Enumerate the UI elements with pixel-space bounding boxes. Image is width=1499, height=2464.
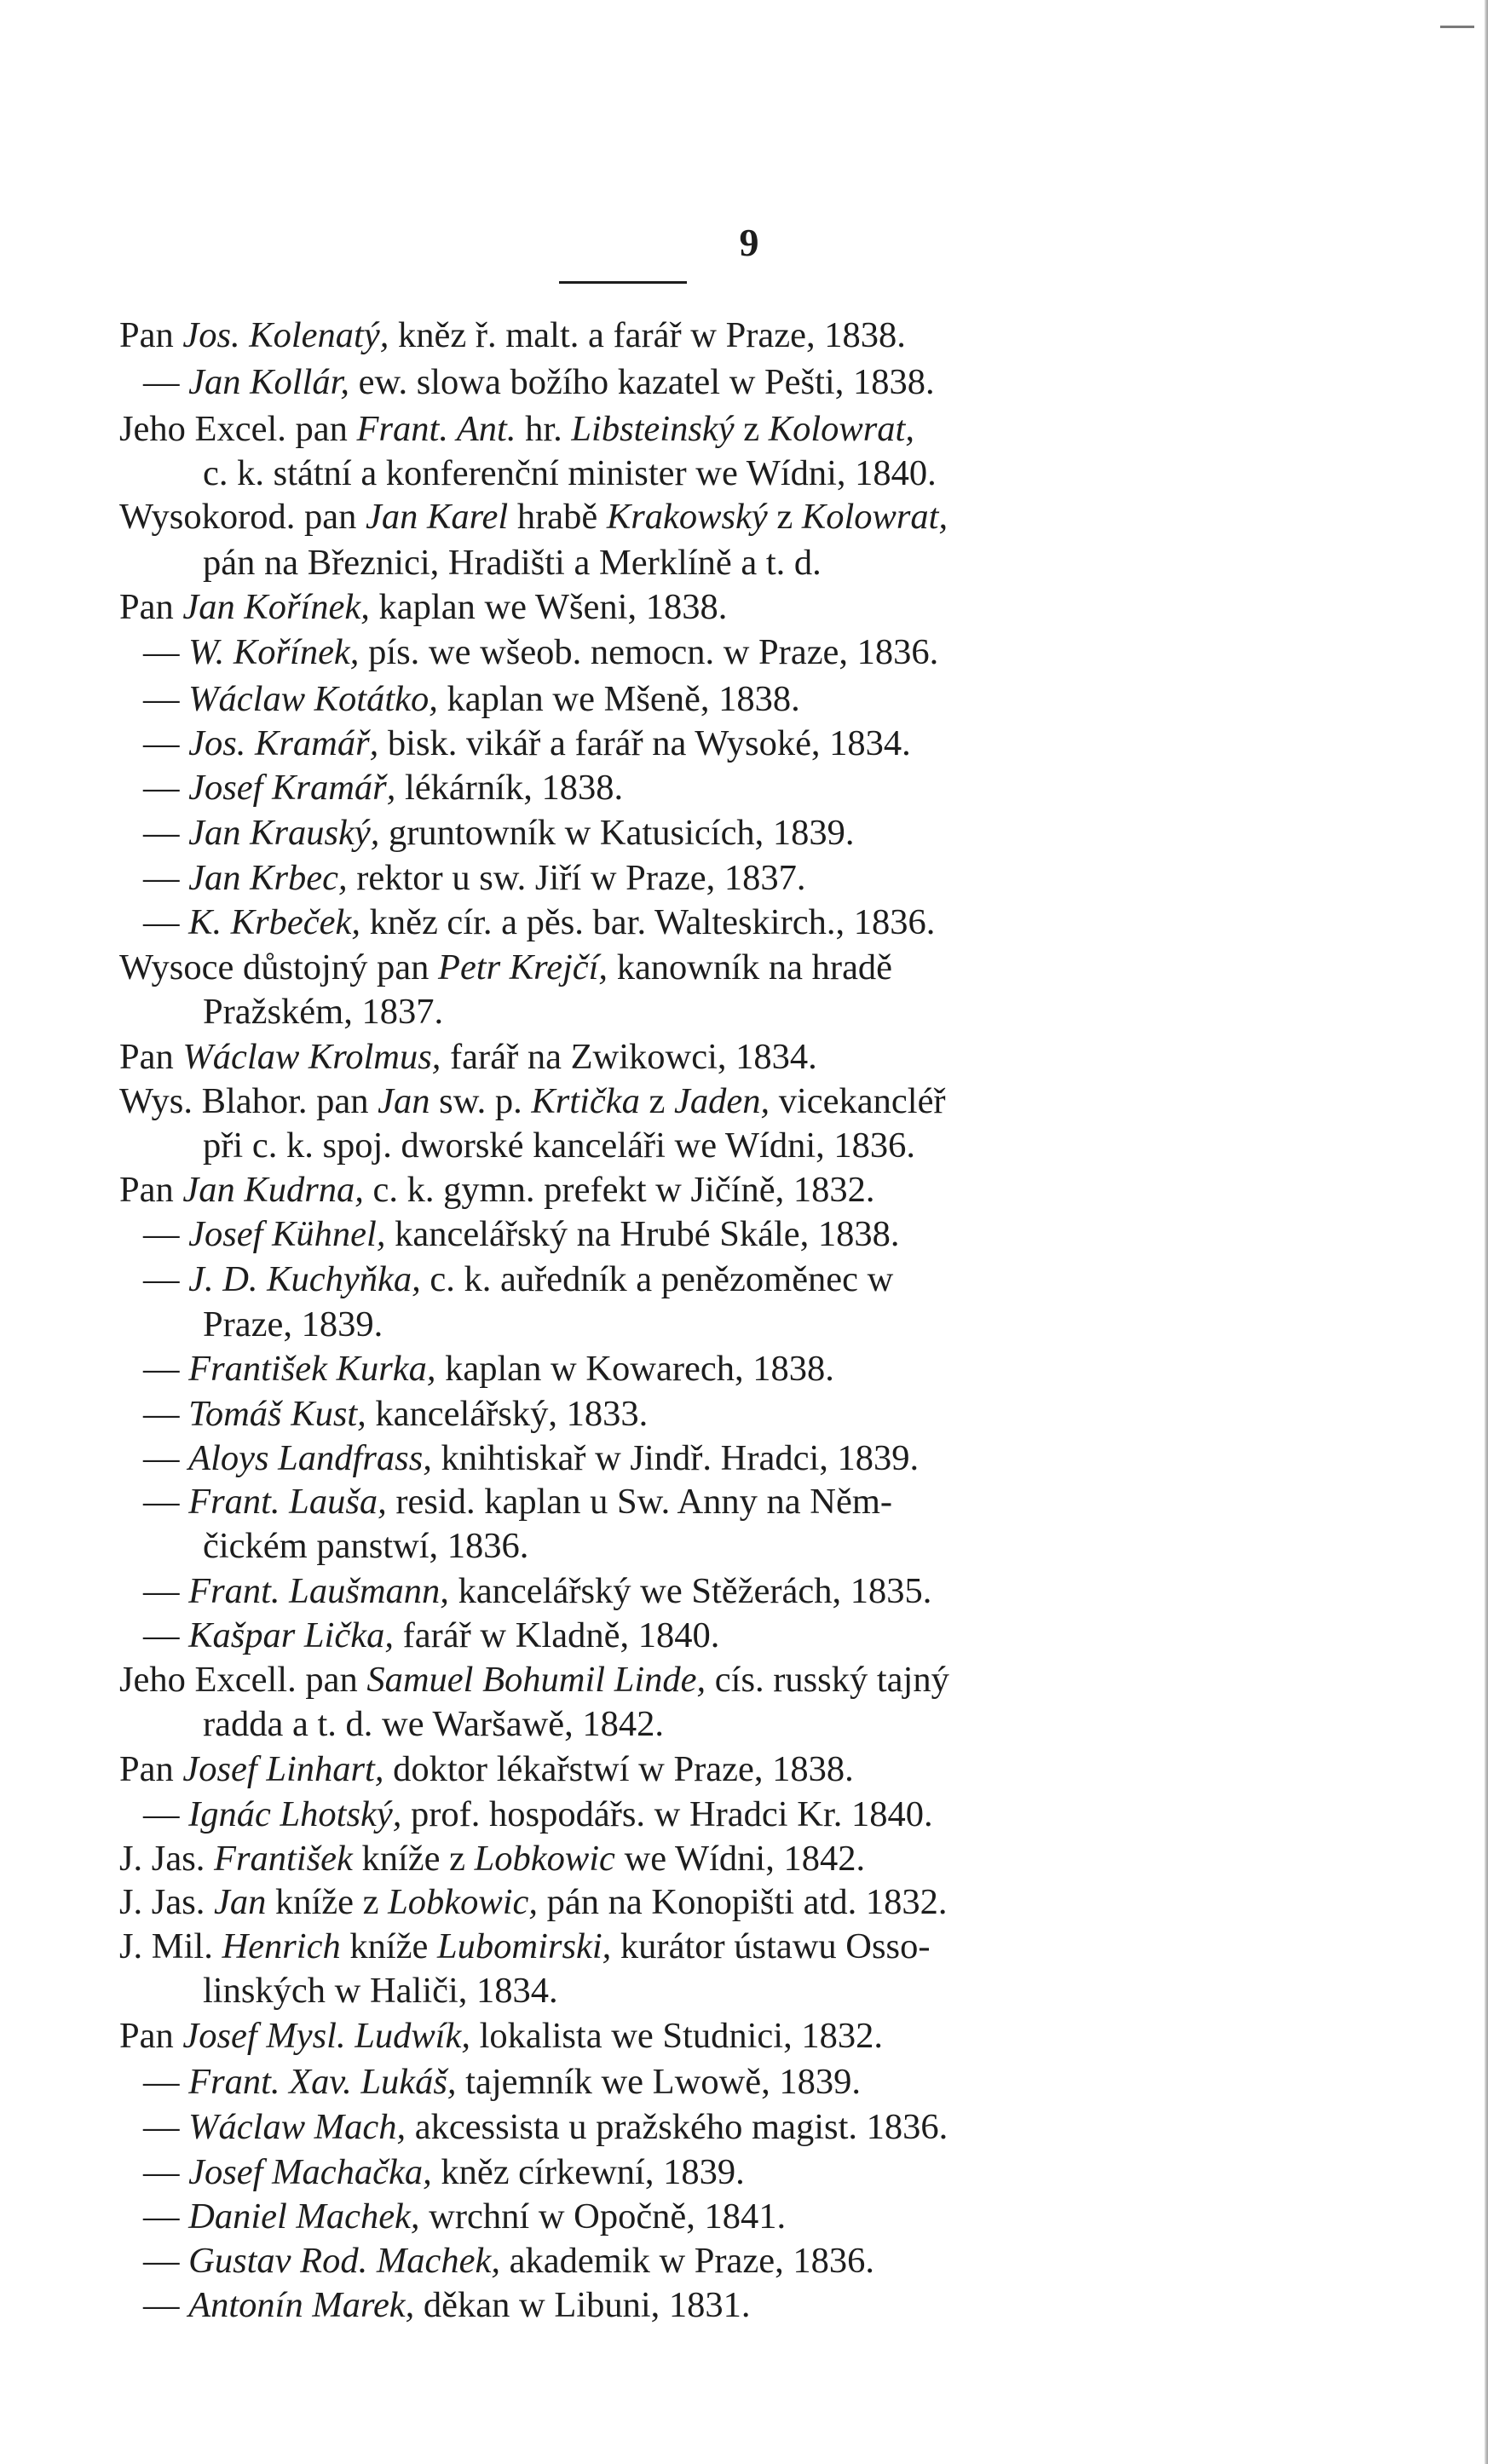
entry-text: resid. kaplan u Sw. Anny na Něm- bbox=[386, 1482, 893, 1522]
entry-text: sw. p. bbox=[430, 1081, 532, 1121]
entry-text: Wysokorod. pan bbox=[119, 497, 366, 537]
person-name: Krakowský bbox=[606, 497, 768, 537]
entry-text: ew. slowa božího kazatel w Pešti, 1838. bbox=[349, 362, 935, 402]
entry-text: wrchní w Opočně, 1841. bbox=[419, 2196, 787, 2237]
entry-text: kaplan w Kowarech, 1838. bbox=[435, 1349, 834, 1389]
entry-line bbox=[143, 2239, 1213, 2283]
entry-line bbox=[143, 1793, 1213, 1837]
person-name: Josef Mysl. Ludwík, bbox=[182, 2016, 470, 2056]
person-name: Jos. Kolenatý, bbox=[182, 315, 389, 355]
person-name: Jan Kudrna, bbox=[182, 1170, 364, 1210]
person-name: Jan bbox=[378, 1081, 430, 1121]
entry-line bbox=[119, 407, 1189, 452]
entry-continuation bbox=[203, 1524, 1272, 1569]
person-name: Frant. Xav. Lukáš, bbox=[188, 2062, 457, 2102]
entry-continuation bbox=[203, 990, 1272, 1034]
person-name: František Kurka, bbox=[188, 1349, 436, 1389]
page-edge-mark bbox=[1440, 26, 1474, 28]
entry-line bbox=[119, 1925, 1189, 1969]
entry-continuation bbox=[203, 1303, 1272, 1347]
person-name: Tomáš Kust, bbox=[188, 1394, 366, 1434]
entry-text: kníže z bbox=[266, 1882, 389, 1922]
entry-text: J. Jas. bbox=[119, 1839, 214, 1879]
entry-text: — bbox=[143, 1438, 189, 1478]
entry-text: — bbox=[143, 902, 189, 942]
entry-text: — bbox=[143, 813, 189, 853]
entry-text: děkan w Libuni, 1831. bbox=[414, 2285, 751, 2325]
entry-text: Pan bbox=[119, 1749, 183, 1789]
entry-text: Pan bbox=[119, 587, 183, 627]
entry-text: linských w Haliči, 1834. bbox=[203, 1971, 558, 2011]
person-name: Jan Kollár, bbox=[188, 362, 350, 402]
person-name: J. D. Kuchyňka, bbox=[188, 1259, 421, 1299]
person-name: Jaden, bbox=[674, 1081, 770, 1121]
person-name: Jan bbox=[213, 1882, 267, 1922]
person-name: Henrich bbox=[222, 1926, 341, 1966]
entry-text: kaplan we Wšeni, 1838. bbox=[369, 587, 728, 627]
person-name: Ignác Lhotský, bbox=[188, 1794, 402, 1834]
person-name: Jan Krbec, bbox=[188, 858, 348, 898]
entry-line bbox=[143, 2150, 1213, 2195]
entry-text: kancelářský na Hrubé Skále, 1838. bbox=[385, 1214, 900, 1254]
entry-text: Pražském, 1837. bbox=[203, 992, 444, 1032]
entry-line bbox=[143, 1392, 1213, 1436]
entry-text: kurátor ústawu Osso- bbox=[611, 1926, 931, 1966]
entry-text: Jeho Excel. pan bbox=[119, 409, 357, 449]
entry-line bbox=[143, 2283, 1213, 2328]
entry-text: — bbox=[143, 2196, 189, 2237]
page-edge bbox=[1485, 0, 1488, 2464]
entry-text: J. Mil. bbox=[119, 1926, 222, 1966]
person-name: Lobkowic bbox=[474, 1839, 615, 1879]
entry-text: — bbox=[143, 1394, 189, 1434]
person-name: Libsteinský bbox=[571, 409, 735, 449]
entry-text: akademik w Praze, 1836. bbox=[499, 2241, 875, 2281]
person-name: Wáclaw Kotátko, bbox=[188, 679, 438, 719]
entry-text: c. k. gymn. prefekt w Jičíně, 1832. bbox=[363, 1170, 875, 1210]
entry-text: knihtiskař w Jindř. Hradci, 1839. bbox=[431, 1438, 920, 1478]
entry-line bbox=[119, 946, 1189, 990]
entry-line bbox=[119, 1079, 1189, 1124]
entry-text: kanowník na hradě bbox=[608, 947, 893, 987]
entry-text: vicekancléř bbox=[770, 1081, 946, 1121]
entry-text: — bbox=[143, 2152, 189, 2192]
person-name: Lubomirski, bbox=[437, 1926, 612, 1966]
entry-continuation bbox=[203, 1124, 1272, 1168]
entry-line bbox=[119, 1658, 1189, 1702]
person-name: Josef Machačka, bbox=[188, 2152, 432, 2192]
entry-text: akcessista u pražského magist. 1836. bbox=[406, 2107, 948, 2147]
entry-text: — bbox=[143, 768, 189, 808]
entry-text: — bbox=[143, 1259, 189, 1299]
entry-text: — bbox=[143, 2107, 189, 2147]
entry-line bbox=[119, 1035, 1189, 1079]
entry-line bbox=[143, 360, 1213, 405]
person-name: Samuel Bohumil Linde, bbox=[366, 1660, 706, 1700]
entry-line bbox=[143, 1436, 1213, 1481]
entry-text: z bbox=[734, 409, 769, 449]
entry-text: bisk. vikář a farář na Wysoké, 1834. bbox=[378, 723, 911, 763]
entry-text: kníže z bbox=[352, 1839, 475, 1879]
person-name: Kolowrat, bbox=[768, 409, 914, 449]
person-name: Antonín Marek, bbox=[188, 2285, 415, 2325]
person-name: Jan Kořínek, bbox=[182, 587, 370, 627]
entry-continuation bbox=[203, 1969, 1272, 2013]
entry-line bbox=[119, 585, 1189, 630]
entry-continuation bbox=[203, 541, 1272, 585]
entry-text: pís. we wšeob. nemocn. w Praze, 1836. bbox=[359, 632, 939, 672]
entry-text: radda a t. d. we Waršawě, 1842. bbox=[203, 1704, 665, 1744]
entry-text: Pan bbox=[119, 315, 183, 355]
entry-text: — bbox=[143, 632, 189, 672]
entry-line bbox=[143, 901, 1213, 945]
entry-text: kníže bbox=[340, 1926, 438, 1966]
entry-text: Pan bbox=[119, 1170, 183, 1210]
entry-line bbox=[143, 1480, 1213, 1524]
entry-text: — bbox=[143, 2062, 189, 2102]
person-name: Jan Krauský, bbox=[188, 813, 380, 853]
entry-text: z bbox=[767, 497, 802, 537]
person-name: Daniel Machek, bbox=[188, 2196, 420, 2237]
person-name: K. Krbeček, bbox=[188, 902, 360, 942]
entry-line bbox=[143, 2195, 1213, 2239]
person-name: Josef Kühnel, bbox=[188, 1214, 386, 1254]
entry-line bbox=[143, 2105, 1213, 2150]
person-name: Petr Krejčí, bbox=[437, 947, 608, 987]
entry-text: — bbox=[143, 858, 189, 898]
entry-text: — bbox=[143, 1482, 189, 1522]
entry-text: kněz církewní, 1839. bbox=[431, 2152, 745, 2192]
entry-text: Wysoce důstojný pan bbox=[119, 947, 438, 987]
entry-text: — bbox=[143, 1794, 189, 1834]
person-name: Wáclaw Mach, bbox=[188, 2107, 406, 2147]
entry-text: farář w Kladně, 1840. bbox=[393, 1615, 720, 1655]
entry-text: pán na Konopišti atd. 1832. bbox=[538, 1882, 948, 1922]
entry-text: — bbox=[143, 2285, 189, 2325]
entry-text: farář na Zwikowci, 1834. bbox=[441, 1037, 817, 1077]
page-number: 9 bbox=[739, 221, 760, 264]
entry-text: — bbox=[143, 1349, 189, 1389]
person-name: W. Kořínek, bbox=[188, 632, 360, 672]
header-rule bbox=[559, 281, 687, 284]
person-name: Kašpar Lička, bbox=[188, 1615, 394, 1655]
entry-text: kancelářský we Stěžerách, 1835. bbox=[448, 1571, 932, 1611]
entry-line bbox=[119, 1880, 1189, 1925]
entry-line bbox=[143, 2060, 1213, 2104]
entry-line bbox=[143, 766, 1213, 810]
entry-text: při c. k. spoj. dworské kanceláři we Wídni, 1836. bbox=[203, 1125, 916, 1166]
entry-text: Jeho Excell. pan bbox=[119, 1660, 367, 1700]
entry-text: — bbox=[143, 723, 189, 763]
person-name: František bbox=[213, 1839, 353, 1879]
entry-text: — bbox=[143, 679, 189, 719]
entry-line bbox=[143, 630, 1213, 675]
person-name: Lobkowic, bbox=[388, 1882, 539, 1922]
person-name: Krtička bbox=[531, 1081, 640, 1121]
entry-text: — bbox=[143, 1615, 189, 1655]
entry-line bbox=[143, 722, 1213, 766]
entry-text: Pan bbox=[119, 2016, 183, 2056]
entry-text: lokalista we Studnici, 1832. bbox=[470, 2016, 883, 2056]
entry-text: Pan bbox=[119, 1037, 183, 1077]
entry-text: J. Jas. bbox=[119, 1882, 214, 1922]
entry-text: cís. russký tajný bbox=[706, 1660, 949, 1700]
entry-text: tajemník we Lwowě, 1839. bbox=[456, 2062, 862, 2102]
entry-text: c. k. auředník a penězoměnec w bbox=[420, 1259, 894, 1299]
entry-text: lékárník, 1838. bbox=[395, 768, 624, 808]
person-name: Kolowrat, bbox=[801, 497, 948, 537]
person-name: Frant. Laušmann, bbox=[188, 1571, 449, 1611]
entry-text: z bbox=[639, 1081, 675, 1121]
entry-line bbox=[143, 1347, 1213, 1391]
entry-text: — bbox=[143, 1571, 189, 1611]
entry-line bbox=[119, 495, 1189, 539]
person-name: Josef Kramář, bbox=[188, 768, 396, 808]
entry-text: Praze, 1839. bbox=[203, 1304, 383, 1344]
entry-continuation bbox=[203, 452, 1272, 496]
entry-text: doktor lékařstwí w Praze, 1838. bbox=[383, 1749, 854, 1789]
entry-line bbox=[143, 1569, 1213, 1614]
person-name: Frant. Lauša, bbox=[188, 1482, 387, 1522]
entry-text: kaplan we Mšeně, 1838. bbox=[437, 679, 800, 719]
entry-line bbox=[143, 1614, 1213, 1658]
entry-line bbox=[119, 2014, 1189, 2058]
entry-text: gruntowník w Katusicích, 1839. bbox=[379, 813, 855, 853]
entry-line bbox=[143, 677, 1213, 722]
person-name: Josef Linhart, bbox=[182, 1749, 384, 1789]
entry-text: rektor u sw. Jiří w Praze, 1837. bbox=[347, 858, 806, 898]
entry-line bbox=[143, 1258, 1213, 1302]
entry-line bbox=[119, 1837, 1189, 1881]
entry-line bbox=[143, 811, 1213, 855]
entry-text: kněz ř. malt. a farář w Praze, 1838. bbox=[389, 315, 906, 355]
entry-line bbox=[119, 1168, 1189, 1212]
entry-text: kancelářský, 1833. bbox=[366, 1394, 649, 1434]
entry-text: we Wídni, 1842. bbox=[614, 1839, 866, 1879]
entry-line bbox=[143, 856, 1213, 901]
person-name: Jan Karel bbox=[366, 497, 509, 537]
entry-text: c. k. státní a konferenční minister we Wídni, 1840. bbox=[203, 453, 937, 493]
entry-line bbox=[119, 1747, 1189, 1792]
entry-text: — bbox=[143, 362, 189, 402]
entry-text: — bbox=[143, 1214, 189, 1254]
person-name: Aloys Landfrass, bbox=[188, 1438, 432, 1478]
entry-text: čickém panstwí, 1836. bbox=[203, 1526, 529, 1566]
entry-continuation bbox=[203, 1702, 1272, 1747]
entry-line bbox=[143, 1212, 1213, 1257]
entry-text: pán na Březnici, Hradišti a Merklíně a t. d. bbox=[203, 543, 822, 583]
entry-text: hrabě bbox=[508, 497, 607, 537]
person-name: Wáclaw Krolmus, bbox=[182, 1037, 441, 1077]
entry-text: Wys. Blahor. pan bbox=[119, 1081, 378, 1121]
entry-text: — bbox=[143, 2241, 189, 2281]
entry-line bbox=[119, 314, 1189, 358]
entry-text: prof. hospodářs. w Hradci Kr. 1840. bbox=[401, 1794, 933, 1834]
person-name: Frant. Ant. bbox=[356, 409, 516, 449]
entry-text: hr. bbox=[516, 409, 572, 449]
person-name: Gustav Rod. Machek, bbox=[188, 2241, 500, 2281]
person-name: Jos. Kramář, bbox=[188, 723, 379, 763]
entry-text: kněz cír. a pěs. bar. Walteskirch., 1836. bbox=[360, 902, 936, 942]
